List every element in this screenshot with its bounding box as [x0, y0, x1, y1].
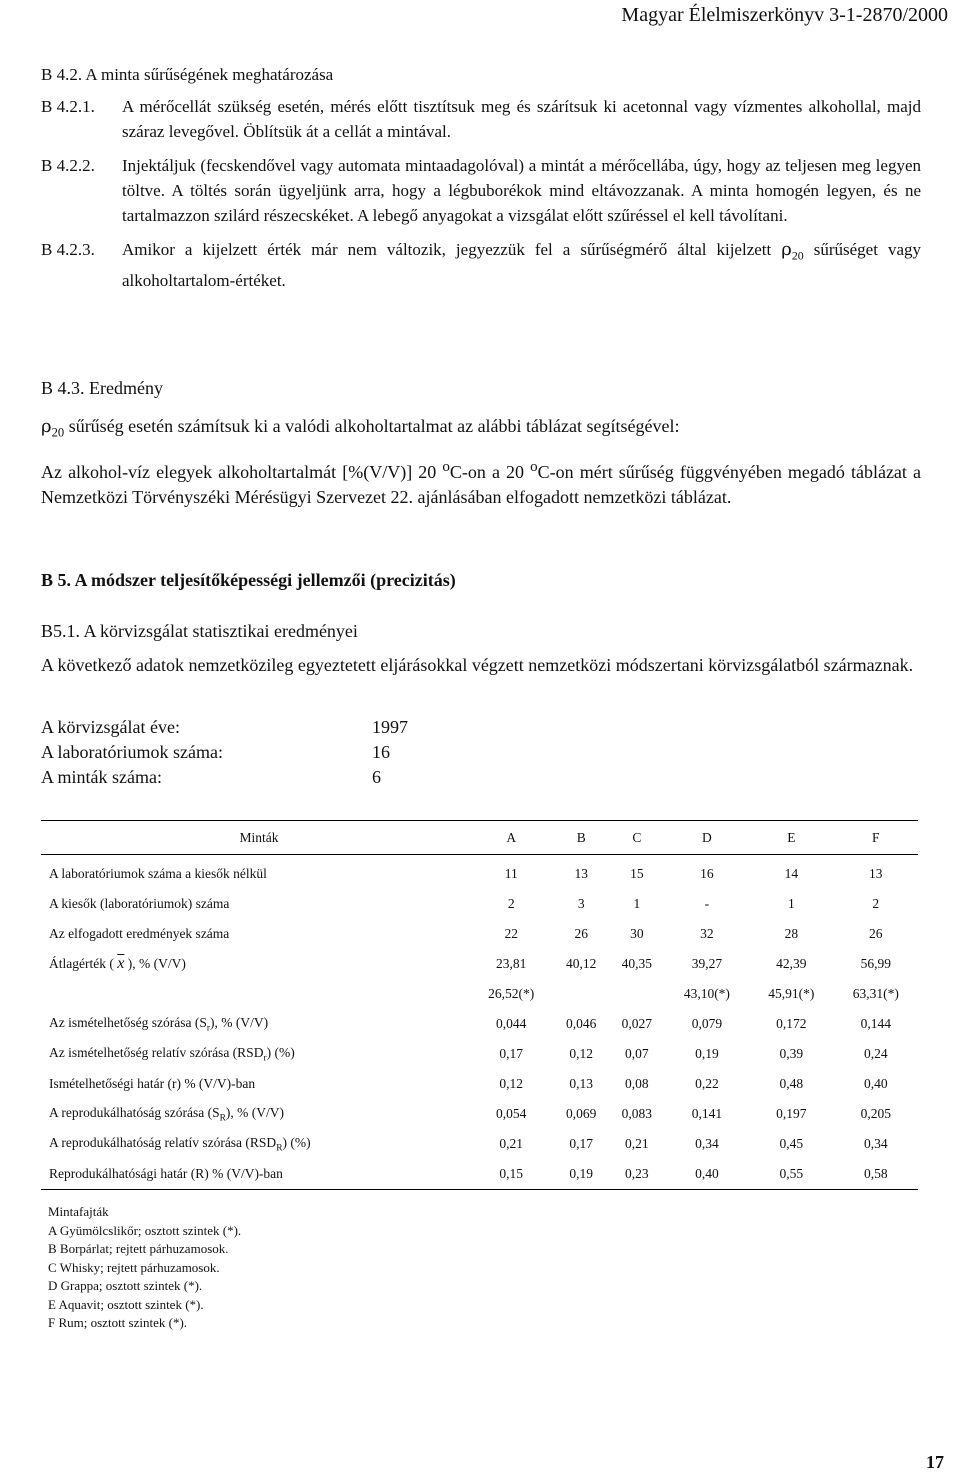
table-row — [41, 1159, 918, 1190]
running-header: Magyar Élelmiszerkönyv 3-1-2870/2000 — [621, 4, 948, 26]
table-cell: 0,58 — [863, 1166, 888, 1181]
row-label — [41, 1099, 469, 1129]
step-b422 — [41, 153, 921, 228]
row-label: A laboratóriumok száma a kiesők nélkül — [49, 866, 267, 881]
section-b43-line-text: sűrűség esetén számítsuk ki a valódi alkoholtartalmat az alábbi táblázat segítségével: — [64, 416, 680, 436]
row-label — [41, 949, 469, 979]
column-header: E — [749, 821, 833, 855]
table-header-row — [41, 821, 918, 855]
label-part: ), % (V/V) — [225, 1104, 284, 1120]
table-cell: 0,48 — [779, 1076, 804, 1091]
table-cell: 1 — [633, 896, 641, 911]
table-cell: 0,13 — [569, 1076, 594, 1091]
section-b43-line — [41, 414, 921, 446]
step-b421 — [41, 94, 921, 144]
rho-subscript: 20 — [791, 248, 804, 263]
table-cell: 0,19 — [569, 1166, 594, 1181]
table-cell: 26 — [869, 926, 883, 941]
label-subscript: R — [276, 1143, 283, 1154]
table-cell: 0,07 — [625, 1046, 649, 1061]
table-row — [41, 1039, 918, 1069]
table-cell: 0,40 — [863, 1076, 888, 1091]
section-b43-paragraph — [41, 455, 921, 510]
degree-superscript: o — [442, 459, 450, 475]
table-cell: 30 — [630, 926, 644, 941]
table-cell: 0,55 — [779, 1166, 804, 1181]
table-cell: 32 — [700, 926, 714, 941]
table-cell: 63,31(*) — [852, 986, 899, 1001]
label-part: A reprodukálhatóság szórása (S — [49, 1104, 220, 1120]
table-cell: 0,144 — [860, 1016, 891, 1031]
table-cell: 0,197 — [776, 1106, 807, 1121]
label-part: Az ismételhetőség szórása (S — [49, 1014, 207, 1030]
table-cell: 0,23 — [625, 1166, 649, 1181]
table-row — [41, 1009, 918, 1039]
legend-item: D Grappa; osztott szintek (*). — [48, 1278, 203, 1293]
table-cell: 0,027 — [621, 1016, 653, 1031]
row-label: A kiesők (laboratóriumok) száma — [49, 896, 230, 911]
para-text-a: Az alkohol-víz elegyek alkoholtartalmát [%(V/V)] 20 — [41, 462, 443, 482]
legend-item: C Whisky; rejtett párhuzamosok. — [48, 1259, 220, 1275]
table-cell: 0,172 — [776, 1016, 807, 1031]
table-cell: 0,45 — [779, 1136, 804, 1151]
table-row — [41, 919, 918, 949]
table-cell: 40,12 — [566, 956, 597, 971]
table-cell: 0,22 — [695, 1076, 719, 1091]
legend-item: E Aquavit; osztott szintek (*). — [48, 1296, 204, 1312]
column-header: C — [609, 821, 665, 855]
legend-item: A Gyümölcslikőr; osztott szintek (*). — [48, 1222, 242, 1238]
table-cell: 0,21 — [499, 1136, 524, 1151]
table-cell: 26,52(*) — [488, 986, 535, 1001]
table-cell: 0,34 — [695, 1136, 719, 1151]
row-label — [41, 979, 469, 1009]
section-b42 — [41, 62, 921, 302]
table-cell: 0,21 — [625, 1136, 649, 1151]
sample-legend — [48, 1203, 241, 1333]
info-label: A minták száma: — [41, 767, 162, 787]
column-header: A — [469, 821, 553, 855]
label-part: ), % (V/V) — [209, 1014, 269, 1030]
table-cell: 0,079 — [691, 1016, 723, 1031]
table-cell: 0,054 — [496, 1106, 527, 1121]
step-b423 — [41, 237, 921, 293]
label-subscript: R — [219, 1113, 226, 1124]
table-cell: 15 — [630, 866, 644, 881]
step-text-b: sűrűséget vagy alkoholtartalom-értéket. — [122, 240, 921, 291]
info-label: A körvizsgálat éve: — [41, 717, 180, 737]
label-part: Átlagérték ( — [49, 956, 118, 971]
table-cell: 2 — [872, 896, 880, 911]
table-cell: 2 — [507, 896, 515, 911]
table-row — [41, 979, 918, 1009]
table-cell: 22 — [504, 926, 518, 941]
step-number: B 4.2.2. — [41, 156, 95, 175]
section-b51-title: B5.1. A körvizsgálat statisztikai eredményei — [41, 621, 358, 641]
section-b43-title: B 4.3. Eredmény — [41, 378, 163, 398]
info-label: A laboratóriumok száma: — [41, 742, 223, 762]
xbar-symbol: $\overline{x}$ — [117, 955, 125, 972]
step-text: Injektáljuk (fecskendővel vagy automata mintaadagolóval) a mintát a mérőcellába, úgy, hogy az teljesen meg legyen töltve. A töltés során ügyeljünk arra, hogy a légbuborékok mind eltávozzanak. A minta homogén legyen, és ne tartalmazzon szilárd részecskéket. A lebegő anyagokat a vizsgálat előtt szűréssel el kell távolítani. — [122, 156, 921, 225]
label-subscript: r — [206, 1023, 210, 1034]
table-cell: 11 — [504, 866, 518, 881]
step-text: A mérőcellát szükség esetén, mérés előtt tisztítsuk meg és szárítsuk ki acetonnal vagy vízmentes alkohollal, majd száraz levegővel. Öblítsük át a cellát a mintával. — [122, 97, 921, 141]
table-cell: 0,19 — [695, 1046, 719, 1061]
column-header: D — [665, 821, 749, 855]
label-part: A reprodukálhatóság relatív szórása (RSD — [49, 1134, 277, 1150]
row-label — [41, 1039, 469, 1069]
table-row — [41, 889, 918, 919]
step-number: B 4.2.3. — [41, 240, 95, 259]
label-part: ), % (V/V) — [124, 956, 186, 971]
info-row-samples — [41, 765, 461, 790]
legend-title: Mintafajták — [48, 1204, 109, 1219]
table-cell: 0,046 — [566, 1016, 597, 1031]
column-header: B — [553, 821, 609, 855]
table-cell: 42,39 — [776, 956, 807, 971]
table-cell: 0,15 — [499, 1166, 524, 1181]
label-part: Az ismételhetőség relatív szórása (RSD — [49, 1044, 264, 1060]
table-cell: 0,083 — [621, 1106, 653, 1121]
rho-symbol: ρ — [781, 239, 792, 260]
legend-item: F Rum; osztott szintek (*). — [48, 1315, 188, 1330]
table-cell: 0,40 — [695, 1166, 719, 1181]
table-cell: 39,27 — [691, 956, 723, 971]
table-cell: 40,35 — [621, 956, 653, 971]
label-part: ) (%) — [266, 1044, 295, 1060]
para-text-b: C-on a 20 — [449, 462, 531, 482]
step-number: B 4.2.1. — [41, 97, 95, 116]
row-label — [41, 1129, 469, 1159]
table-cell: 0,141 — [691, 1106, 723, 1121]
table-cell: - — [704, 896, 710, 911]
row-label: Az elfogadott eredmények száma — [49, 926, 230, 941]
page-number: 17 — [926, 1452, 944, 1472]
table-cell: 0,08 — [625, 1076, 649, 1091]
table-cell — [553, 979, 609, 1009]
section-b51-intro: A következő adatok nemzetközileg egyeztetett eljárásokkal végzett nemzetközi módszertani körvizsgálatból származnak. — [41, 655, 914, 675]
info-value: 16 — [372, 742, 390, 762]
table-row — [41, 855, 918, 890]
row-label: Reprodukálhatósági határ (R) % (V/V)-ban — [49, 1166, 283, 1181]
label-subscript: r — [263, 1053, 267, 1064]
table-cell: 28 — [784, 926, 799, 941]
table-cell: 0,12 — [499, 1076, 524, 1091]
table-cell: 0,34 — [863, 1136, 888, 1151]
table-cell: 0,205 — [860, 1106, 891, 1121]
table-cell: 13 — [869, 866, 883, 881]
table-cell: 26 — [574, 926, 588, 941]
table-cell: 0,24 — [863, 1046, 888, 1061]
column-header-samples: Minták — [41, 821, 469, 855]
table-cell: 45,91(*) — [768, 986, 815, 1001]
degree-superscript: o — [530, 459, 538, 475]
info-row-labs — [41, 740, 461, 765]
column-header: F — [834, 821, 918, 855]
section-b42-title: B 4.2. A minta sűrűségének meghatározása — [41, 65, 334, 84]
table-row — [41, 949, 918, 979]
table-row — [41, 1069, 918, 1099]
legend-item: B Borpárlat; rejtett párhuzamosok. — [48, 1241, 229, 1256]
table-cell: 13 — [574, 866, 588, 881]
section-b5-title: B 5. A módszer teljesítőképességi jellemzői (precizitás) — [41, 570, 456, 590]
table-row — [41, 1129, 918, 1159]
table-cell: 0,044 — [496, 1016, 527, 1031]
table-cell — [609, 979, 665, 1009]
table-cell: 43,10(*) — [683, 986, 730, 1001]
row-label: Ismételhetőségi határ (r) % (V/V)-ban — [49, 1076, 256, 1091]
label-part: ) (%) — [282, 1134, 311, 1150]
table-row — [41, 1099, 918, 1129]
table-cell: 1 — [787, 896, 795, 911]
step-text-a: Amikor a kijelzett érték már nem változik, jegyezzük fel a sűrűségmérő által kijelzett — [122, 240, 782, 259]
table-cell: 56,99 — [860, 956, 891, 971]
table-cell: 0,17 — [499, 1046, 524, 1061]
rho-symbol: ρ — [41, 416, 52, 437]
table-cell: 16 — [700, 866, 714, 881]
table-cell: 0,069 — [566, 1106, 597, 1121]
table-cell: 23,81 — [496, 956, 527, 971]
para-text-c: C-on mért sűrűség függvényében megadó táblázat a Nemzetközi Törvényszéki Mérésügyi Szervezet 22. ajánlásában elfogadott nemzetközi táblázat. — [41, 462, 921, 507]
row-label — [41, 1009, 469, 1039]
table-cell: 0,39 — [779, 1046, 804, 1061]
table-cell: 0,12 — [569, 1046, 594, 1061]
rho-subscript: 20 — [51, 425, 65, 440]
info-row-year — [41, 715, 461, 740]
info-value: 6 — [372, 767, 381, 787]
table-cell: 14 — [784, 866, 799, 881]
results-table — [41, 820, 918, 1190]
study-info — [41, 715, 461, 790]
table-cell: 3 — [577, 896, 585, 911]
info-value: 1997 — [372, 717, 408, 737]
table-cell: 0,17 — [569, 1136, 594, 1151]
